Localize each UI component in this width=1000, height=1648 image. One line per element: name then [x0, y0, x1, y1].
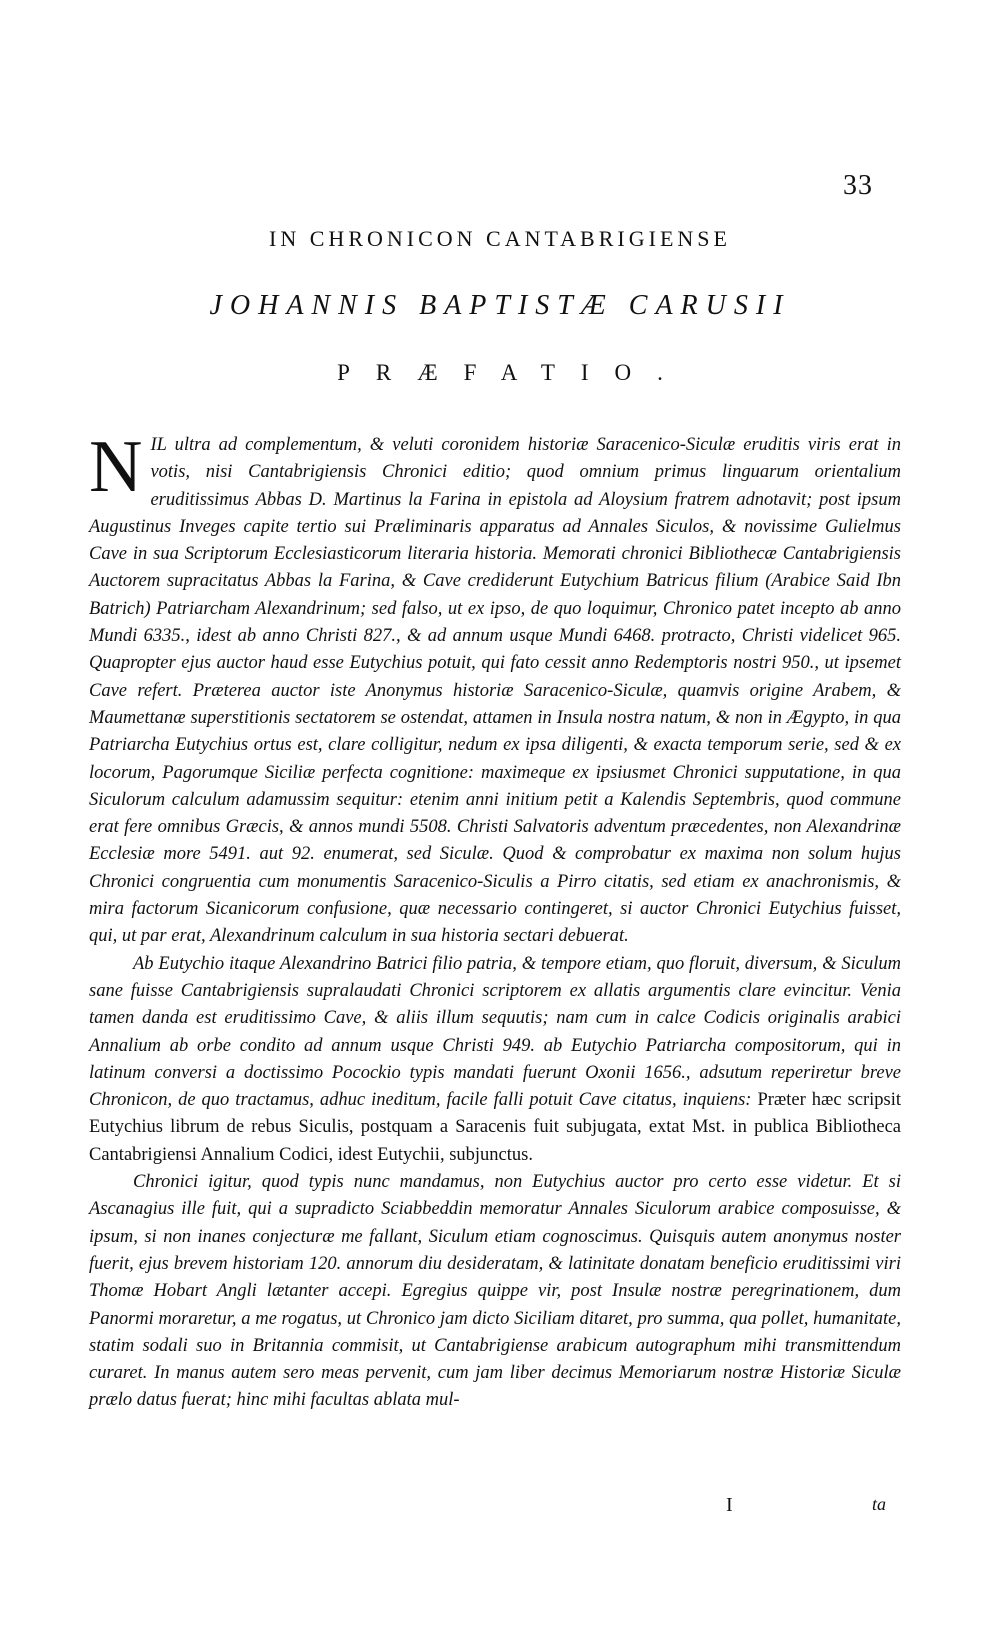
page-number: 33 — [843, 170, 873, 201]
paragraph-2 — [89, 951, 901, 1169]
paragraph-2-quotation: Præter hæc scripsit Eutychius librum de rebus Siculis, postquam a Saracenis fuit subjugata, extat Mst. in publica Bibliotheca Cantabrigiensi Annalium Codici, idest Eutychii, subjunctus. — [89, 1090, 902, 1165]
drop-cap: N — [89, 426, 143, 508]
heading-praefatio: PRÆFATIO. — [337, 360, 689, 385]
body-text — [89, 426, 902, 1415]
heading-author: JOHANNIS BAPTISTÆ CARUSII — [209, 290, 791, 321]
paragraph-3-text: Chronici igitur, quod typis nunc mandamus, non Eutychius auctor pro certo esse videtur. Et si Ascanagius ille fuit, qui a supradicto Sciabbeddin memoratur Annales Siculorum arabice composuisse, & ipsum, si non inanes conjecturæ me fallant, Siculum etiam cognoscimus. Quisquis autem anonymus noster fuerit, ejus brevem historiam 120. annorum diu desideratam, & latinitate donatam beneficio eruditissimi viri Thomæ Hobart Angli lætanter accepi. Egregius quippe vir, post Insulæ nostræ peregrinationem, dum Panormi moraretur, a me rogatus, ut Chronico jam dicto Siciliam ditaret, pro summa, qua pollet, humanitate, statim sodali suo in Britannia commisit, ut Cantabrigiense arabicum autographum mihi transmittendum curaret. In manus autem sero meas pervenit, cum jam liber decimus Memoriarum nostræ Historiæ Siculæ prælo datus fuerat; hinc mihi facultas ablata mul- — [89, 1172, 901, 1411]
footer-catchword: ta — [872, 1494, 887, 1514]
paragraph-1-text: IL ultra ad complementum, & veluti coronidem historiæ Saracenico-Siculæ eruditis viris erat in votis, nisi Cantabrigiensis Chronici editio; quod omnium primus linguarum orientalium eruditissimus Abbas D. Martinus la Farina in epistola ad Aloysium fratrem adnotavit; post ipsum Augustinus Inveges capite tertio sui Præliminaris apparatus ad Annales Siculos, & novissime Gulielmus Cave in sua Scriptorum Ecclesiasticorum literaria historia. Memorati chronici Bibliothecæ Cantabrigiensis Auctorem supracitatus Abbas la Farina, & Cave crediderunt Eutychium Batricus filium (Arabice Said Ibn Batrich) Patriarcham Alexandrinum; sed falso, ut ex ipso, de quo loquimur, Chronico patet incepto ab anno Mundi 6335., idest ab anno Christi 827., & ad annum usque Mundi 6468. protracto, Christi videlicet 965. Quapropter ejus auctor haud esse Eutychius potuit, qui fato cessit anno Redemptoris nostri 950., ut ipsemet Cave refert. Præterea auctor iste Anonymus historiæ Saracenico-Siculæ, quamvis origine Arabem, & Maumettanæ superstitionis sectatorem se ostendat, attamen in Insula nostra natum, & non in Ægypto, in qua Patriarcha Eutychius ortus est, clare colligitur, nedum ex ipsa diligenti, & exacta temporum serie, sed & ex locorum, Pagorumque Siciliæ perfecta cognitione: maximeque ex ipsiusmet Chronici supputatione, in qua Siculorum calculum adamussim sequitur: etenim anni initium petit a Kalendis Septembris, quod commune erat fere omnibus Græcis, & annos mundi 5508. Christi Salvatoris adventum præcedentes, non Alexandrinæ Ecclesiæ more 5491. aut 92. enumerat, sed Siculæ. Quod & comprobatur ex maxima non solum hujus Chronici congruentia cum monumentis Saracenico-Siculis a Pirro citatis, sed etiam ex anachronismis, & mira factorum Sicanicorum confusione, quæ necessario contingeret, si auctor Chronici Eutychius fuisset, qui, ut par erat, Alexandrinum calculum in sua historia sectari debuerat. — [89, 435, 901, 947]
paragraph-3 — [89, 1169, 901, 1415]
paragraph-1 — [89, 426, 901, 951]
paragraph-2-text: Ab Eutychio itaque Alexandrino Batrici filio patria, & tempore etiam, quo floruit, diversum, & Siculum sane fuisse Cantabrigiensis supralaudati Chronici scriptorem ex allatis argumentis clare evincitur. Venia tamen danda est eruditissimo Cave, & aliis illum sequutis; nam cum in calce Codicis originalis arabici Annalium ab orbe condito ad annum usque Christi 949. ab Eutychio Patriarcha compositorum, qui in latinum conversi a doctissimo Pocockio typis mandati fuerunt Oxonii 1656., adsutum reperiretur breve Chronicon, de quo tractamus, adhuc ineditum, facile falli potuit Cave citatus, inquiens: — [89, 953, 901, 1111]
footer-signature: I — [726, 1494, 733, 1516]
heading-chronicon: IN CHRONICON CANTABRIGIENSE — [269, 226, 731, 251]
